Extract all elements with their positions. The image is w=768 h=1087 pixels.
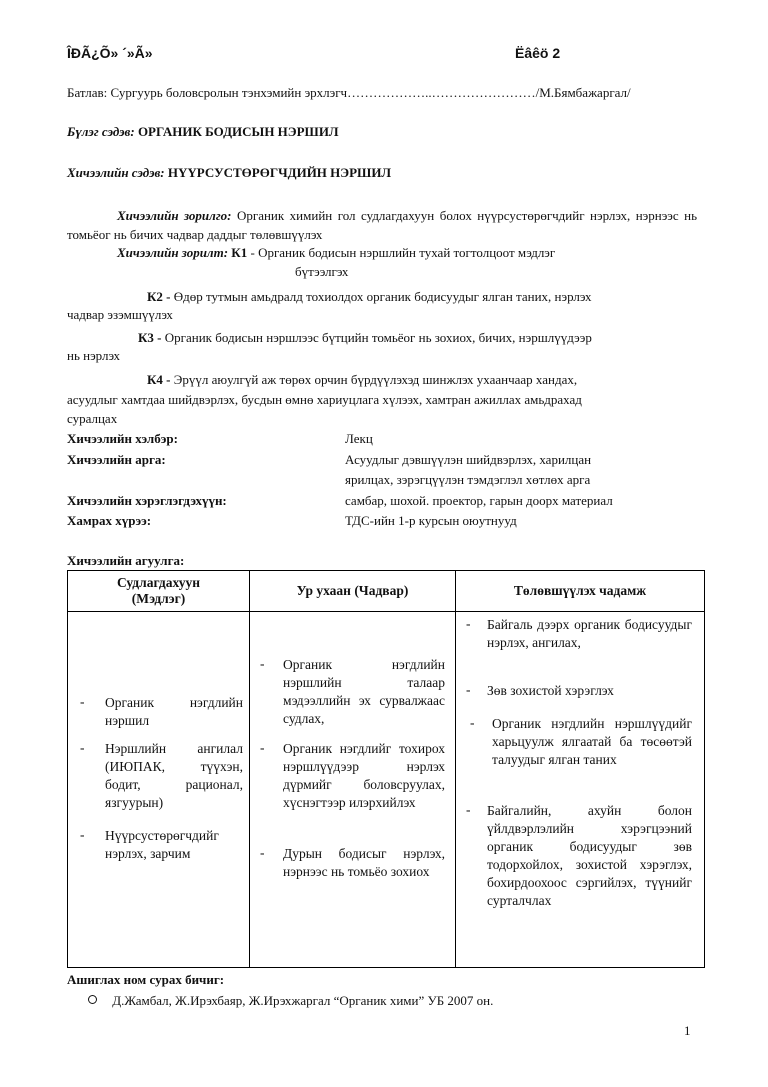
k2-code: К2 - (147, 289, 171, 304)
materials-value: самбар, шохой. проектор, гарын доорх материал (345, 493, 613, 508)
table-row (68, 612, 705, 968)
k3-text: Органик бодисын нэршлээс бүтцийн томьёог нь зохиох, бичих, нэршлүүдээр (164, 330, 592, 345)
k1-continuation: бүтээлгэх (295, 264, 349, 279)
col-header-knowledge-line1: Судлагдахуун (116, 575, 201, 590)
k3-continuation: нь нэрлэх (67, 348, 121, 363)
k4-code: К4 - (147, 372, 171, 387)
reference-text: Д.Жамбал, Ж.Ирэхбаяр, Ж.Ирэхжаргал “Органик хими” УБ 2007 он. (112, 993, 494, 1008)
k3-line (138, 330, 592, 346)
method-label: Хичээлийн арга: (67, 452, 166, 467)
k1-text: - Органик бодисын нэршлийн тухай тогтолцоот мэдлэг (250, 245, 556, 260)
knowledge-item: Нүүрсустөрөгчдийг нэрлэх, зарчим (105, 828, 219, 861)
competence-item: Органик нэгдлийн нэршлүүдийг харьцуулж ялгаатай ба төсөөтэй талуудыг ялган таних (492, 716, 692, 767)
table-header-row (68, 571, 705, 612)
knowledge-item: Нэршлийн ангилал (ИЮПАК, түүхэн, бодит, рационал, язгуурын) (105, 741, 243, 810)
approval-line: Батлав: Сургуурь боловсролын тэнхэмийн эрхлэгч………………..……………………/М.Бямбажаргал/ (67, 85, 631, 100)
objectives-label: Хичээлийн зорилт: (117, 245, 229, 260)
header-left: ÎÐÃ¿Õ» ´»Ã» (67, 45, 153, 61)
k2-continuation: чадвар эзэмшүүлэх (67, 307, 173, 322)
goal-text: Органик химийн гол судлагдахуун болох нүүрсустөрөгчдийг нэрлэх, нэрнээс нь томьёог нь бичих чадвар даддыг төлөвшүүлэх (67, 208, 698, 242)
form-value: Лекц (345, 431, 373, 446)
k2-text: Өдөр тутмын амьдралд тохиолдох органик бодисуудыг ялган таних, нэрлэх (173, 289, 592, 304)
lesson-goal (67, 206, 697, 244)
knowledge-cell: - Органик нэгдлийн нэршил - Нэршлийн ангилал (ИЮПАК, түүхэн, бодит, рационал, язгуурын) - Нүүрсустөрөгчдийг нэрлэх, зарчим (68, 612, 250, 968)
skill-item: Дурын бодисыг нэрлэх, нэрнээс нь томьёо зохиох (283, 846, 445, 879)
k3-code: К3 - (138, 330, 162, 345)
k1-code: К1 (231, 245, 248, 260)
form-label: Хичээлийн хэлбэр: (67, 431, 178, 446)
page-number: 1 (684, 1023, 691, 1038)
references-label: Ашиглах ном сурах бичиг: (67, 972, 225, 987)
method-value: Асуудлыг дэвшүүлэн шийдвэрлэх, харилцан (345, 452, 592, 467)
header-right: Ëâêö 2 (515, 45, 561, 61)
references-list (88, 993, 493, 1009)
content-label: Хичээлийн агуулга: (67, 553, 185, 568)
reference-item (88, 993, 493, 1009)
materials-label: Хичээлийн хэрэглэгдэхүүн: (67, 493, 227, 508)
objectives-line (117, 245, 697, 261)
skill-item: Органик нэгдлийг тохирох нэршлүүдээр нэрлэх дүрмийг боловсруулах, хүснэгтээр илэрхийлэх (283, 741, 445, 810)
competence-item: Зөв зохистой хэрэглэх (487, 683, 614, 698)
knowledge-item: Органик нэгдлийн нэршил (105, 695, 243, 728)
col-header-knowledge-line2: (Мэдлэг) (131, 591, 186, 606)
col-header-competence: Төлөвшүүлэх чадамж (456, 571, 705, 612)
k4-line (147, 372, 577, 388)
audience-value: ТДС-ийн 1-р курсын оюутнууд (345, 513, 517, 528)
skill-item: Органик нэгдлийн нэршлийн талаар мэдээллийн эх сурвалжаас судлах, (283, 657, 445, 726)
section-label: Бүлэг сэдэв: (67, 124, 135, 139)
competence-cell: - Байгаль дээрх органик бодисуудыг нэрлэх, ангилах, - Зөв зохистой хэрэглэх - Органик нэгдлийн нэршлүүдийг харьцуулж ялгаатай ба төсөөтэй талуудыг ялган таних - Байгалийн, ахуйн болон үйлдвэрлэлийн хэрэгцээний органик бодисуудыг зөв тодорхойлох, зохистой хэрэглэх, бохирдоохоос сэргийлэх, түүнийг сурталчлах (456, 612, 705, 968)
goal-label: Хичээлийн зорилго: (117, 208, 232, 223)
competence-item: Байгалийн, ахуйн болон үйлдвэрлэлийн хэрэгцээний органик бодисуудыг зөв тодорхойлох, зохистой хэрэглэх, бохирдоохоос сэргийлэх, түүнийг сурталчлах (487, 803, 692, 908)
section-line (67, 124, 339, 140)
topic-line (67, 165, 391, 181)
skill-cell: - Органик нэгдлийн нэршлийн талаар мэдээллийн эх сурвалжаас судлах, - Органик нэгдлийг тохирох нэршлүүдээр нэрлэх дүрмийг боловсруулах, хүснэгтээр илэрхийлэх - Дурын бодисыг нэрлэх, нэрнээс нь томьёо зохиох (250, 612, 456, 968)
content-table (67, 570, 705, 968)
k2-line (147, 289, 591, 305)
method-value-cont: ярилцах, зэрэгцүүлэн тэмдэглэл хөтлөх арга (345, 472, 591, 487)
col-header-skill: Ур ухаан (Чадвар) (250, 571, 456, 612)
competence-item: Байгаль дээрх органик бодисуудыг нэрлэх, ангилах, (487, 617, 692, 650)
k4-continuation: суралцах (67, 411, 118, 426)
section-value: ОРГАНИК БОДИСЫН НЭРШИЛ (137, 124, 339, 139)
k4-text: Эрүүл аюулгүй аж төрөх орчин бүрдүүлэхэд шинжлэх ухаанчаар хандах, (173, 372, 578, 387)
col-header-knowledge (68, 571, 250, 612)
circle-bullet-icon (88, 995, 97, 1004)
topic-value: НҮҮРСУСТӨРӨГЧДИЙН НЭРШИЛ (167, 165, 392, 180)
audience-label: Хамрах хүрээ: (67, 513, 152, 528)
k4-line-2: асуудлыг хамтдаа шийдвэрлэх, бусдын өмнө хариуцлага хүлээх, хамтран ажиллах амьдрахад (67, 392, 582, 407)
topic-label: Хичээлийн сэдэв: (67, 165, 165, 180)
